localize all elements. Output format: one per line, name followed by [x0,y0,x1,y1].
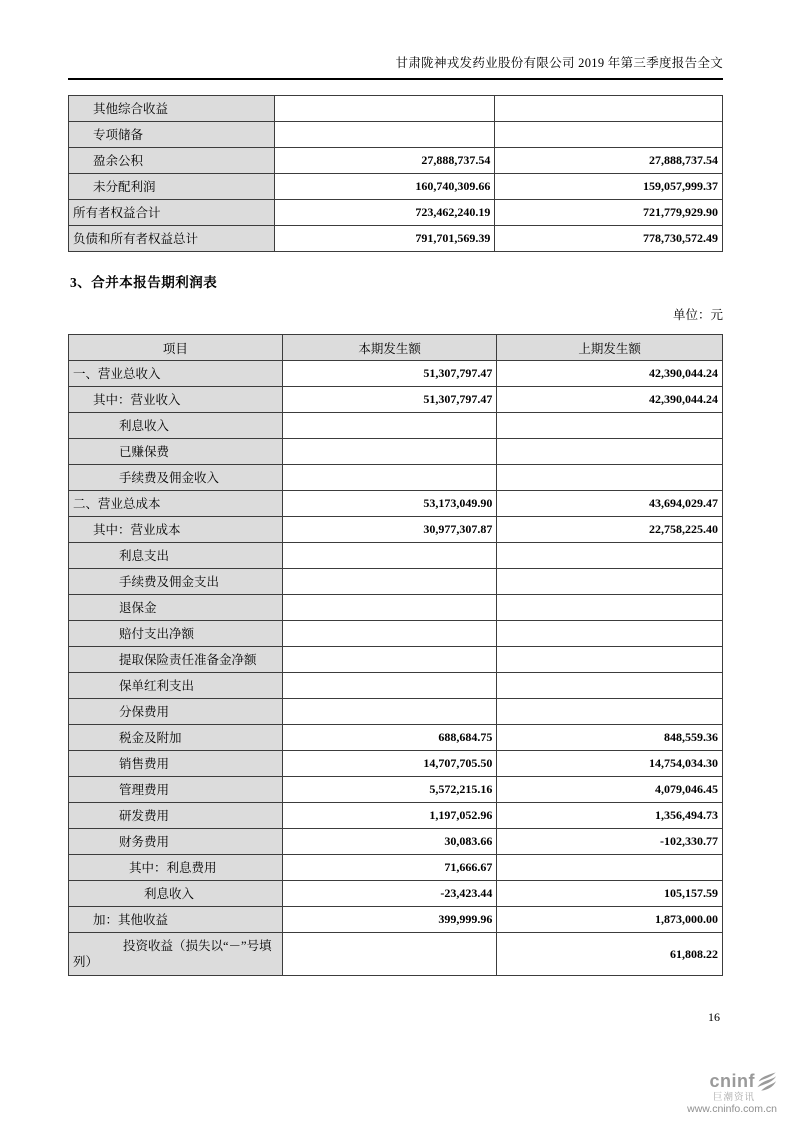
logo-brand-chinese: 巨潮资讯 [712,1092,755,1104]
income-statement-table [68,334,723,976]
row-label: 管理费用 [69,777,283,803]
table-row [69,148,723,174]
table-row [69,226,723,252]
prior-period-value [497,543,723,569]
table-row [69,933,723,976]
current-period-value [275,122,495,148]
current-period-value [282,465,497,491]
row-label: 手续费及佣金收入 [69,465,283,491]
current-period-value: 14,707,705.50 [282,751,497,777]
row-label: 一、营业总收入 [69,361,283,387]
column-header-current-period: 本期发生额 [282,335,497,361]
prior-period-value [497,621,723,647]
current-period-value: 53,173,049.90 [282,491,497,517]
current-period-value [282,413,497,439]
table-row [69,569,723,595]
row-label: 利息支出 [69,543,283,569]
current-period-value [282,933,497,976]
table-row [69,725,723,751]
column-header-item: 项目 [69,335,283,361]
current-period-value: -23,423.44 [282,881,497,907]
row-label: 负债和所有者权益总计 [69,226,275,252]
prior-period-value [495,122,723,148]
table-row [69,855,723,881]
table-row [69,829,723,855]
row-label: 已赚保费 [69,439,283,465]
prior-period-value [495,96,723,122]
prior-period-value: 4,079,046.45 [497,777,723,803]
prior-period-value: 61,808.22 [497,933,723,976]
header-title: 甘肃陇神戎发药业股份有限公司 2019 年第三季度报告全文 [68,54,723,80]
table-row [69,543,723,569]
prior-period-value: -102,330.77 [497,829,723,855]
current-period-value [282,569,497,595]
current-period-value [282,673,497,699]
column-header-prior-period: 上期发生额 [497,335,723,361]
table-row [69,465,723,491]
prior-period-value: 27,888,737.54 [495,148,723,174]
current-period-value [282,621,497,647]
table-row [69,777,723,803]
table-header-row [69,335,723,361]
current-period-value: 71,666.67 [282,855,497,881]
prior-period-value: 1,873,000.00 [497,907,723,933]
logo-brand-row [687,1071,777,1092]
table-row [69,621,723,647]
document-header [68,54,723,80]
prior-period-value: 159,057,999.37 [495,174,723,200]
prior-period-value [497,855,723,881]
row-label: 销售费用 [69,751,283,777]
row-label: 未分配利润 [69,174,275,200]
equity-table [68,95,723,252]
current-period-value: 51,307,797.47 [282,361,497,387]
current-period-value: 5,572,215.16 [282,777,497,803]
row-label: 利息收入 [69,413,283,439]
current-period-value: 791,701,569.39 [275,226,495,252]
prior-period-value: 14,754,034.30 [497,751,723,777]
table-row [69,647,723,673]
row-label: 税金及附加 [69,725,283,751]
table-row [69,200,723,226]
current-period-value: 399,999.96 [282,907,497,933]
row-label: 利息收入 [69,881,283,907]
prior-period-value: 105,157.59 [497,881,723,907]
table-row [69,122,723,148]
prior-period-value: 1,356,494.73 [497,803,723,829]
table-row [69,699,723,725]
current-period-value: 51,307,797.47 [282,387,497,413]
current-period-value: 723,462,240.19 [275,200,495,226]
row-label: 二、营业总成本 [69,491,283,517]
prior-period-value [497,465,723,491]
prior-period-value: 848,559.36 [497,725,723,751]
table-row [69,907,723,933]
row-label: 其他综合收益 [69,96,275,122]
row-label: 所有者权益合计 [69,200,275,226]
prior-period-value [497,439,723,465]
prior-period-value: 778,730,572.49 [495,226,723,252]
current-period-value [282,543,497,569]
prior-period-value: 721,779,929.90 [495,200,723,226]
table-row [69,595,723,621]
table-row [69,387,723,413]
row-label: 提取保险责任准备金净额 [69,647,283,673]
current-period-value: 688,684.75 [282,725,497,751]
table-row [69,439,723,465]
table-row [69,673,723,699]
prior-period-value: 43,694,029.47 [497,491,723,517]
table-row [69,413,723,439]
row-label: 手续费及佣金支出 [69,569,283,595]
table-row [69,517,723,543]
row-label: 保单红利支出 [69,673,283,699]
table-row [69,174,723,200]
row-label: 分保费用 [69,699,283,725]
unit-label: 单位：元 [672,308,723,322]
row-label: 研发费用 [69,803,283,829]
prior-period-value: 22,758,225.40 [497,517,723,543]
prior-period-value [497,647,723,673]
logo-website: www.cninfo.com.cn [687,1102,777,1115]
row-label: 加：其他收益 [69,907,283,933]
cninfo-logo [687,1071,777,1115]
current-period-value: 160,740,309.66 [275,174,495,200]
row-label: 其中：营业成本 [69,517,283,543]
current-period-value [282,647,497,673]
section-title: 3、合并本报告期利润表 [70,275,218,290]
prior-period-value [497,699,723,725]
row-label: 退保金 [69,595,283,621]
row-label: 投资收益（损失以“－”号填列） [69,933,283,976]
current-period-value [282,439,497,465]
table-row [69,751,723,777]
row-label: 专项储备 [69,122,275,148]
row-label: 其中：利息费用 [69,855,283,881]
prior-period-value: 42,390,044.24 [497,361,723,387]
table-row [69,881,723,907]
current-period-value [282,595,497,621]
logo-brand-text: cninf [709,1071,755,1092]
current-period-value [275,96,495,122]
current-period-value: 30,977,307.87 [282,517,497,543]
current-period-value: 27,888,737.54 [275,148,495,174]
prior-period-value [497,673,723,699]
row-label: 盈余公积 [69,148,275,174]
current-period-value: 1,197,052.96 [282,803,497,829]
table-row [69,491,723,517]
prior-period-value [497,595,723,621]
page-number: 16 [708,1010,720,1024]
row-label: 其中：营业收入 [69,387,283,413]
row-label: 赔付支出净额 [69,621,283,647]
current-period-value [282,699,497,725]
prior-period-value: 42,390,044.24 [497,387,723,413]
cninfo-swirl-icon [756,1071,777,1092]
table-row [69,96,723,122]
table-row [69,361,723,387]
table-row [69,803,723,829]
row-label: 财务费用 [69,829,283,855]
prior-period-value [497,569,723,595]
current-period-value: 30,083.66 [282,829,497,855]
prior-period-value [497,413,723,439]
